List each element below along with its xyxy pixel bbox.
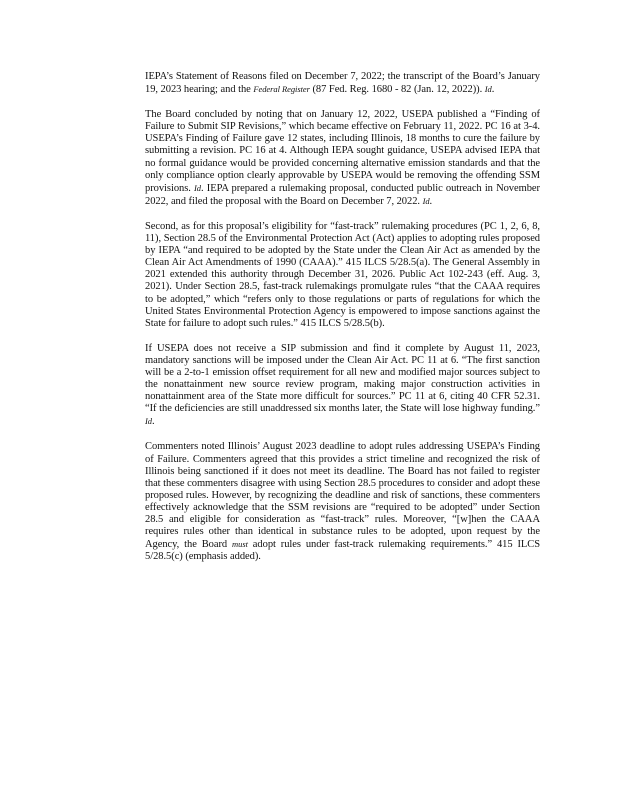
paragraph-2 bbox=[145, 109, 540, 208]
paragraph-1 bbox=[145, 71, 540, 96]
document-body bbox=[145, 71, 540, 576]
paragraph-3 bbox=[145, 221, 540, 330]
italic-emphasis-must: must bbox=[232, 539, 248, 550]
text-run: . IEPA prepared a rulemaking proposal, conducted public outreach in November 2022, and filed the proposal with the Board on December 7, 2022. bbox=[145, 182, 540, 207]
italic-citation-federal-register: Federal Register bbox=[253, 84, 310, 95]
text-run: If USEPA does not receive a SIP submission and find it complete by August 11, 2023, mandatory sanctions will be imposed under the Clean Air Act. PC 11 at 6. “The first sanction will be a 2-to-1 emission offset requirement for all new and modified major sources subject to the nonattainment new source review program, making major construction activities in nonattainment area of the State more difficult for sources.” PC 11 at 6, citing 40 CFR 52.31. “If the deficiencies are still unaddressed six months later, the State will lose highway funding.” bbox=[145, 342, 540, 415]
text-run: . bbox=[491, 84, 495, 96]
text-run: . bbox=[429, 195, 433, 207]
italic-citation-id: Id bbox=[194, 182, 201, 193]
italic-citation-id: Id bbox=[145, 416, 152, 427]
paragraph-4 bbox=[145, 343, 540, 429]
paragraph-5 bbox=[145, 441, 540, 563]
text-run: The Board concluded by noting that on January 12, 2022, USEPA published a “Finding of Failure to Submit SIP Revisions,” which became effective on February 11, 2022. PC 16 at 3-4. USEPA’s Finding of Failure gave 12 states, including Illinois, 18 months to cure the failure by submitting a revision. PC 16 at 4. Although IEPA sought guidance, USEPA advised IEPA that no formal guidance would be provided concerning alternative emission standards and that the only compliance option clearly approvable by USEPA would be removing the offending SSM provisions. bbox=[145, 109, 540, 194]
text-run: Commenters noted Illinois’ August 2023 deadline to adopt rules addressing USEPA’s Finding of Failure. Commenters agreed that this provides a strict timeline and recognized the risk of Illinois being sanctioned if it does not meet its deadline. The Board has not failed to register that these commenters disagree with using Section 28.5 procedures to consider and adopt these proposed rules. However, by recognizing the deadline and risk of sanctions, these commenters effectively acknowledge that the SSM revisions are “required to be adopted” under Section 28.5 and eligible for consideration as “fast-track” rules. Moreover, “[w]hen the CAAA requires rules other than identical in substance rules to be adopted, upon request by the Agency, the Board bbox=[145, 441, 540, 551]
italic-citation-id: Id bbox=[484, 84, 492, 95]
text-run: Second, as for this proposal’s eligibility for “fast-track” rulemaking procedures (PC 1, 2, 6, 8, 11), Section 28.5 of the Environmental Protection Act (Act) applies to adopting rules proposed by IEPA “and required to be adopted by the State under the Clean Air Act as amended by the Clean Air Act Amendments of 1990 (CAAA).” 415 ILCS 5/28.5(a). The General Assembly in 2021 extended this authority through December 31, 2026. Public Act 102-243 (eff. Aug. 3, 2021). Under Section 28.5, fast-track rulemakings promulgate rules “that the CAAA requires to be adopted,” which “refers only to those regulations or parts of regulations for which the United States Environmental Protection Agency is empowered to impose sanctions against the State for failure to adopt such rules.” 415 ILCS 5/28.5(b). bbox=[145, 220, 540, 329]
text-run: . bbox=[151, 416, 155, 428]
text-run: adopt rules under fast-track rulemaking requirements.” 415 ILCS 5/28.5(c) (emphasis added). bbox=[145, 539, 541, 563]
text-run: IEPA’s Statement of Reasons filed on December 7, 2022; the transcript of the Board’s January 19, 2023 hearing; and the bbox=[145, 71, 540, 96]
text-run: (87 Fed. Reg. 1680 - 82 (Jan. 12, 2022)). bbox=[309, 84, 485, 96]
italic-citation-id: Id bbox=[422, 195, 430, 206]
